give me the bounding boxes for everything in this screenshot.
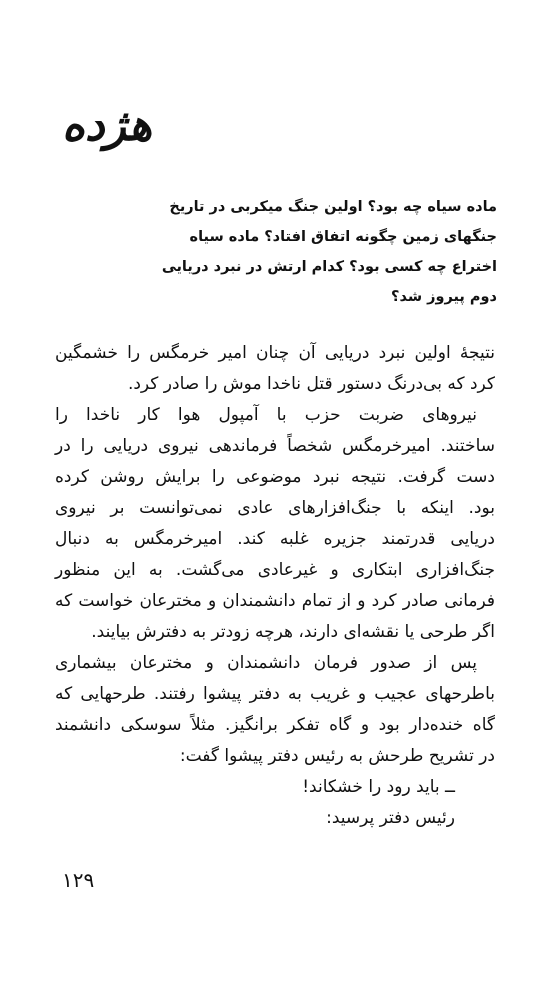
body-line: نتیجهٔ اولین نبرد دریایی آن چنان امیر خرمگس را خشمگین <box>55 343 495 363</box>
body-line: اگر طرحی یا نقشه‌ای دارند، هرچه زودتر به دفترش بیایند. <box>91 622 495 642</box>
body-line: در تشریح طرحش به رئیس دفتر پیشوا گفت: <box>179 746 495 766</box>
dialog-line: ــ باید رود را خشکاند! <box>302 777 455 797</box>
summary-line: اختراع چه کسی بود؟ کدام ارتش در نبرد دریایی <box>161 259 497 275</box>
body-text <box>55 338 495 834</box>
summary-line: ماده سیاه چه بود؟ اولین جنگ میکربی در تاریخ <box>169 199 497 215</box>
body-line: گاه خنده‌دار بود و گاه تفکر برانگیز. مثلاً سوسکی دانشمند <box>55 715 495 735</box>
body-line: باطرحهای عجیب و غریب به دفتر پیشوا رفتند. طرحهایی که <box>55 684 495 704</box>
body-line: دست گرفت. نتیجه نبرد موضوعی را برایش روشن کرده <box>55 467 495 487</box>
summary-line: جنگهای زمین چگونه اتفاق افتاد؟ ماده سیاه <box>189 229 497 245</box>
body-line: کرد که بی‌درنگ دستور قتل ناخدا موش را صادر کرد. <box>127 374 495 394</box>
body-line: نیروهای ضربت حزب با آمپول هوا کار ناخدا را <box>55 405 477 425</box>
body-line: پس از صدور فرمان دانشمندان و مخترعان بیشماری <box>55 653 477 673</box>
chapter-title: هژده <box>62 100 153 151</box>
body-line: فرمانی صادر کرد و از تمام دانشمندان و مخترعان خواست که <box>55 591 495 611</box>
dialog-line: رئیس دفتر پرسید: <box>326 808 455 828</box>
chapter-summary <box>67 192 497 312</box>
body-line: ساختند. امیرخرمگس شخصاً فرماندهی نیروی دریایی را در <box>55 436 495 456</box>
summary-line: دوم پیروز شد؟ <box>391 289 497 305</box>
body-line: دریایی قدرتمند جزیره غلبه کند. امیرخرمگس به دنبال <box>55 529 495 549</box>
body-line: جنگ‌افزاری ابتکاری و غیرعادی می‌گشت. به این منظور <box>55 560 495 580</box>
body-line: بود. اینکه با جنگ‌افزارهای عادی نمی‌توانست بر نیروی <box>55 498 495 518</box>
page-number: ۱۲۹ <box>62 868 95 892</box>
